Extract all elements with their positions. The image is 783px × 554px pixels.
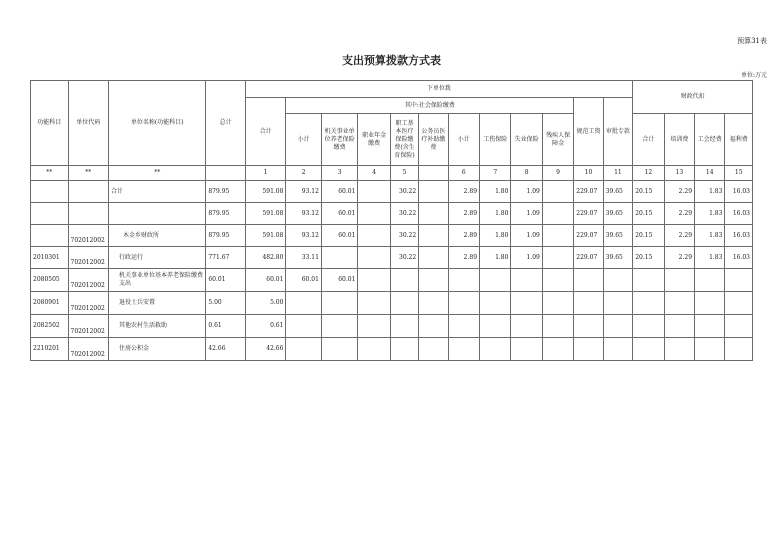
cell-c6 <box>448 292 479 315</box>
cell-c12 <box>633 338 664 361</box>
index-cell: 11 <box>603 166 633 181</box>
index-cell: 10 <box>574 166 603 181</box>
cell-code: 702012002 <box>68 338 109 361</box>
header-special: 审批专款 <box>603 98 633 166</box>
cell-c9 <box>542 203 573 225</box>
cell-name: 合计 <box>109 181 206 203</box>
cell-c13: 2.29 <box>664 225 694 247</box>
header-training: 培训费 <box>664 114 694 166</box>
header-lower-unit-pay: 下单位拨 <box>245 81 632 98</box>
cell-func: 2082502 <box>31 315 69 338</box>
cell-c1: 60.01 <box>245 269 286 292</box>
cell-c3 <box>321 292 357 315</box>
cell-c2: 93.12 <box>286 203 321 225</box>
cell-c6 <box>448 338 479 361</box>
cell-c13: 2.29 <box>664 181 694 203</box>
cell-c10 <box>574 338 603 361</box>
cell-c5b <box>419 203 448 225</box>
cell-c9 <box>542 338 573 361</box>
cell-c6: 2.89 <box>448 203 479 225</box>
cell-c14: 1.83 <box>695 181 725 203</box>
cell-c5b <box>419 292 448 315</box>
header-unit-code: 单位代码 <box>68 81 109 166</box>
cell-c2 <box>286 292 321 315</box>
index-cell: 13 <box>664 166 694 181</box>
index-cell <box>419 166 448 181</box>
cell-c7: 1.80 <box>480 203 511 225</box>
index-cell: 7 <box>480 166 511 181</box>
cell-total: 879.95 <box>206 203 246 225</box>
cell-c5 <box>390 315 418 338</box>
cell-c14 <box>695 292 725 315</box>
cell-c14: 1.83 <box>695 203 725 225</box>
index-cell: ** <box>68 166 109 181</box>
header-injury: 工伤保险 <box>480 114 511 166</box>
table-row <box>31 292 753 315</box>
cell-c15: 16.03 <box>725 247 753 269</box>
cell-c4 <box>358 292 390 315</box>
header-subsidy: 规范工资 <box>574 98 603 166</box>
cell-c5: 30.22 <box>390 181 418 203</box>
cell-c5 <box>390 269 418 292</box>
cell-c1: 591.08 <box>245 225 286 247</box>
cell-c15 <box>725 315 753 338</box>
cell-code <box>68 203 109 225</box>
cell-c9 <box>542 247 573 269</box>
cell-c12 <box>633 315 664 338</box>
cell-c11: 39.65 <box>603 181 633 203</box>
header-union: 工会经费 <box>695 114 725 166</box>
cell-c4 <box>358 247 390 269</box>
cell-c13 <box>664 269 694 292</box>
cell-c13 <box>664 315 694 338</box>
cell-name: 其他农村生活救助 <box>109 315 206 338</box>
cell-c11 <box>603 269 633 292</box>
cell-c12: 20.15 <box>633 181 664 203</box>
cell-func: 2080901 <box>31 292 69 315</box>
cell-func <box>31 203 69 225</box>
cell-c4 <box>358 225 390 247</box>
cell-c5b <box>419 247 448 269</box>
header-finance-agency: 财政代扣 <box>633 81 753 114</box>
cell-c3 <box>321 338 357 361</box>
cell-c5 <box>390 292 418 315</box>
cell-total: 879.95 <box>206 181 246 203</box>
cell-c3: 60.01 <box>321 269 357 292</box>
cell-c7 <box>480 292 511 315</box>
cell-c3 <box>321 315 357 338</box>
cell-c2: 60.01 <box>286 269 321 292</box>
cell-c8: 1.09 <box>511 225 542 247</box>
cell-c12: 20.15 <box>633 247 664 269</box>
cell-c7 <box>480 315 511 338</box>
cell-c11: 39.65 <box>603 225 633 247</box>
cell-c11: 39.65 <box>603 203 633 225</box>
cell-c4 <box>358 181 390 203</box>
table-row <box>31 225 753 247</box>
header-unit-name: 单位名称(功能科目) <box>109 81 206 166</box>
cell-c5: 30.22 <box>390 203 418 225</box>
index-cell: 5 <box>390 166 418 181</box>
cell-c1: 42.66 <box>245 338 286 361</box>
cell-c12 <box>633 269 664 292</box>
cell-c8: 1.09 <box>511 203 542 225</box>
cell-c1: 0.61 <box>245 315 286 338</box>
cell-c9 <box>542 269 573 292</box>
index-cell: 15 <box>725 166 753 181</box>
cell-c13: 2.29 <box>664 247 694 269</box>
cell-c4 <box>358 203 390 225</box>
cell-c15: 16.03 <box>725 181 753 203</box>
cell-c8 <box>511 269 542 292</box>
cell-c11 <box>603 338 633 361</box>
cell-c1: 5.00 <box>245 292 286 315</box>
cell-c4 <box>358 315 390 338</box>
cell-c5b <box>419 338 448 361</box>
cell-c2 <box>286 315 321 338</box>
cell-c10 <box>574 269 603 292</box>
cell-func: 2080505 <box>31 269 69 292</box>
cell-c15 <box>725 338 753 361</box>
index-cell: 14 <box>695 166 725 181</box>
header-total3: 合计 <box>633 114 664 166</box>
cell-c8 <box>511 315 542 338</box>
cell-c4 <box>358 338 390 361</box>
cell-c7 <box>480 338 511 361</box>
cell-code: 702012002 <box>68 247 109 269</box>
index-cell <box>206 166 246 181</box>
cell-c13 <box>664 292 694 315</box>
cell-c10: 229.07 <box>574 247 603 269</box>
header-occupational-annuity: 职业年金缴费 <box>358 114 390 166</box>
index-cell: 2 <box>286 166 321 181</box>
cell-c6: 2.89 <box>448 247 479 269</box>
cell-c11 <box>603 292 633 315</box>
cell-c3 <box>321 247 357 269</box>
cell-total: 879.95 <box>206 225 246 247</box>
cell-c15 <box>725 269 753 292</box>
header-social-insurance: 其中:社会保险缴费 <box>286 98 574 114</box>
cell-code: 702012002 <box>68 225 109 247</box>
cell-c2: 93.12 <box>286 225 321 247</box>
cell-c10: 229.07 <box>574 203 603 225</box>
table-row <box>31 269 753 292</box>
cell-c2 <box>286 338 321 361</box>
cell-c6: 2.89 <box>448 225 479 247</box>
cell-total: 0.61 <box>206 315 246 338</box>
cell-name <box>109 203 206 225</box>
cell-c3: 60.01 <box>321 181 357 203</box>
cell-func <box>31 181 69 203</box>
header-org-pension: 机关事业单位养老保险缴费 <box>321 114 357 166</box>
header-medical: 职工基本医疗保险缴费(含生育保险) <box>390 114 418 166</box>
header-subtotal2: 小计 <box>448 114 479 166</box>
cell-c8: 1.09 <box>511 181 542 203</box>
cell-name: 机关事业单位基本养老保险缴费支出 <box>109 269 206 292</box>
cell-name: 退役士兵安置 <box>109 292 206 315</box>
cell-func: 2010301 <box>31 247 69 269</box>
cell-c5b <box>419 315 448 338</box>
cell-c14 <box>695 338 725 361</box>
header-civil-medical: 公务员医疗补助缴费 <box>419 114 448 166</box>
cell-c5: 30.22 <box>390 247 418 269</box>
cell-c1: 482.80 <box>245 247 286 269</box>
cell-c2: 93.12 <box>286 181 321 203</box>
cell-total: 60.01 <box>206 269 246 292</box>
cell-name: 行政运行 <box>109 247 206 269</box>
cell-c14: 1.83 <box>695 225 725 247</box>
cell-c11: 39.65 <box>603 247 633 269</box>
budget-table <box>30 80 753 361</box>
header-subtotal: 小计 <box>286 114 321 166</box>
cell-code: 702012002 <box>68 292 109 315</box>
cell-c10 <box>574 315 603 338</box>
document-title: 支出预算拨款方式表 <box>342 54 441 67</box>
cell-c5 <box>390 338 418 361</box>
cell-name: 木金乡财政所 <box>109 225 206 247</box>
cell-c9 <box>542 315 573 338</box>
header-unemployment: 失业保险 <box>511 114 542 166</box>
cell-c1: 591.08 <box>245 181 286 203</box>
cell-c15: 16.03 <box>725 225 753 247</box>
index-cell: 6 <box>448 166 479 181</box>
header-total2: 合计 <box>245 98 286 166</box>
cell-c5b <box>419 269 448 292</box>
index-cell: 4 <box>358 166 390 181</box>
cell-total: 5.00 <box>206 292 246 315</box>
cell-c10: 229.07 <box>574 181 603 203</box>
cell-c14: 1.83 <box>695 247 725 269</box>
cell-c5: 30.22 <box>390 225 418 247</box>
cell-c1: 591.08 <box>245 203 286 225</box>
cell-total: 42.66 <box>206 338 246 361</box>
cell-c7: 1.80 <box>480 247 511 269</box>
cell-func <box>31 225 69 247</box>
index-row <box>31 166 753 181</box>
cell-c10: 229.07 <box>574 225 603 247</box>
cell-c8: 1.09 <box>511 247 542 269</box>
index-cell: 1 <box>245 166 286 181</box>
cell-c6: 2.89 <box>448 181 479 203</box>
cell-code: 702012002 <box>68 269 109 292</box>
cell-c9 <box>542 181 573 203</box>
cell-c7: 1.80 <box>480 225 511 247</box>
cell-total: 771.67 <box>206 247 246 269</box>
cell-c7: 1.80 <box>480 181 511 203</box>
header-disabled: 残疾人保障金 <box>542 114 573 166</box>
cell-c2: 33.11 <box>286 247 321 269</box>
cell-c7 <box>480 269 511 292</box>
cell-c12: 20.15 <box>633 203 664 225</box>
index-cell: 9 <box>542 166 573 181</box>
index-cell: ** <box>109 166 206 181</box>
cell-c10 <box>574 292 603 315</box>
index-cell: ** <box>31 166 69 181</box>
index-cell: 3 <box>321 166 357 181</box>
header-total: 总计 <box>206 81 246 166</box>
cell-c3: 60.01 <box>321 225 357 247</box>
cell-c8 <box>511 292 542 315</box>
table-row <box>31 315 753 338</box>
cell-c4 <box>358 269 390 292</box>
document-code: 预算31表 <box>737 37 767 45</box>
table-row <box>31 203 753 225</box>
cell-code: 702012002 <box>68 315 109 338</box>
cell-c9 <box>542 225 573 247</box>
cell-c13: 2.29 <box>664 203 694 225</box>
table-row <box>31 338 753 361</box>
cell-c14 <box>695 269 725 292</box>
cell-name: 住房公积金 <box>109 338 206 361</box>
header-func-subject: 功能科目 <box>31 81 69 166</box>
cell-c5b <box>419 225 448 247</box>
header-welfare: 福利费 <box>725 114 753 166</box>
cell-c5b <box>419 181 448 203</box>
cell-c15: 16.03 <box>725 203 753 225</box>
cell-c9 <box>542 292 573 315</box>
cell-code <box>68 181 109 203</box>
cell-c12 <box>633 292 664 315</box>
cell-c6 <box>448 269 479 292</box>
index-cell: 8 <box>511 166 542 181</box>
cell-c12: 20.15 <box>633 225 664 247</box>
table-body <box>31 181 753 361</box>
cell-c15 <box>725 292 753 315</box>
cell-c6 <box>448 315 479 338</box>
cell-c13 <box>664 338 694 361</box>
cell-c3: 60.01 <box>321 203 357 225</box>
unit-label: 单位:万元 <box>740 72 767 79</box>
cell-c8 <box>511 338 542 361</box>
cell-c14 <box>695 315 725 338</box>
table-row <box>31 247 753 269</box>
index-cell: 12 <box>633 166 664 181</box>
cell-c11 <box>603 315 633 338</box>
cell-func: 2210201 <box>31 338 69 361</box>
table-row <box>31 181 753 203</box>
